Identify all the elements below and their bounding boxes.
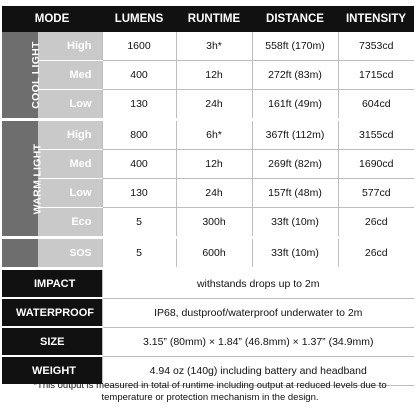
lumens-cell: 130 <box>102 90 176 120</box>
mode-level: High <box>38 120 102 150</box>
intensity-cell: 1690cd <box>338 150 414 179</box>
mode-level: High <box>38 32 102 61</box>
runtime-cell: 3h* <box>176 32 252 61</box>
lumens-cell: 800 <box>102 120 176 150</box>
runtime-cell: 300h <box>176 208 252 238</box>
lumens-cell: 5 <box>102 208 176 238</box>
table-row <box>2 120 414 150</box>
mode-level: Med <box>38 61 102 90</box>
spec-label: IMPACT <box>2 269 102 299</box>
header-mode: MODE <box>2 6 102 32</box>
distance-cell: 157ft (48m) <box>252 179 338 208</box>
distance-cell: 367ft (112m) <box>252 120 338 150</box>
intensity-cell: 26cd <box>338 208 414 238</box>
cool-light-group-label: COOL LIGHT <box>2 32 38 120</box>
lumens-cell: 5 <box>102 238 176 269</box>
table-row <box>2 61 414 90</box>
table-row <box>2 208 414 238</box>
distance-cell: 33ft (10m) <box>252 208 338 238</box>
spec-value: IP68, dustproof/waterproof underwater to 2m <box>102 298 414 327</box>
mode-level: Low <box>38 90 102 120</box>
spec-row-impact <box>2 269 414 299</box>
intensity-cell: 3155cd <box>338 120 414 150</box>
header-distance: DISTANCE <box>252 6 338 32</box>
header-intensity: INTENSITY <box>338 6 414 32</box>
table-row <box>2 90 414 120</box>
runtime-cell: 12h <box>176 150 252 179</box>
spec-value: 3.15” (80mm) × 1.84” (46.8mm) × 1.37” (34.9mm) <box>102 327 414 356</box>
header-row <box>2 6 414 32</box>
lumens-cell: 130 <box>102 179 176 208</box>
spec-row-waterproof <box>2 298 414 327</box>
runtime-cell: 24h <box>176 179 252 208</box>
warm-light-group-label: WARM LIGHT <box>2 120 38 238</box>
runtime-cell: 600h <box>176 238 252 269</box>
lumens-cell: 1600 <box>102 32 176 61</box>
intensity-cell: 7353cd <box>338 32 414 61</box>
mode-level: Eco <box>38 208 102 238</box>
lumens-cell: 400 <box>102 61 176 90</box>
mode-level: Low <box>38 179 102 208</box>
runtime-cell: 24h <box>176 90 252 120</box>
spec-value: 4.94 oz (140g) including battery and headband <box>102 356 414 385</box>
sos-group-block <box>2 238 38 269</box>
runtime-cell: 12h <box>176 61 252 90</box>
distance-cell: 558ft (170m) <box>252 32 338 61</box>
table-row <box>2 150 414 179</box>
table-row <box>2 32 414 61</box>
distance-cell: 272ft (83m) <box>252 61 338 90</box>
table-row <box>2 238 414 269</box>
runtime-cell: 6h* <box>176 120 252 150</box>
spec-label: WEIGHT <box>2 356 102 385</box>
spec-label: WATERPROOF <box>2 298 102 327</box>
intensity-cell: 604cd <box>338 90 414 120</box>
distance-cell: 33ft (10m) <box>252 238 338 269</box>
header-lumens: LUMENS <box>102 6 176 32</box>
table-row <box>2 179 414 208</box>
footnote: *This output is measured in total of runtime including output at reduced levels due to temperature or protection mechanism in the design. <box>33 380 387 403</box>
intensity-cell: 26cd <box>338 238 414 269</box>
spec-table <box>2 6 414 386</box>
spec-row-size <box>2 327 414 356</box>
intensity-cell: 1715cd <box>338 61 414 90</box>
mode-level: Med <box>38 150 102 179</box>
mode-level: SOS <box>38 238 102 269</box>
distance-cell: 161ft (49m) <box>252 90 338 120</box>
spec-label: SIZE <box>2 327 102 356</box>
header-runtime: RUNTIME <box>176 6 252 32</box>
intensity-cell: 577cd <box>338 179 414 208</box>
spec-value: withstands drops up to 2m <box>102 269 414 299</box>
distance-cell: 269ft (82m) <box>252 150 338 179</box>
lumens-cell: 400 <box>102 150 176 179</box>
